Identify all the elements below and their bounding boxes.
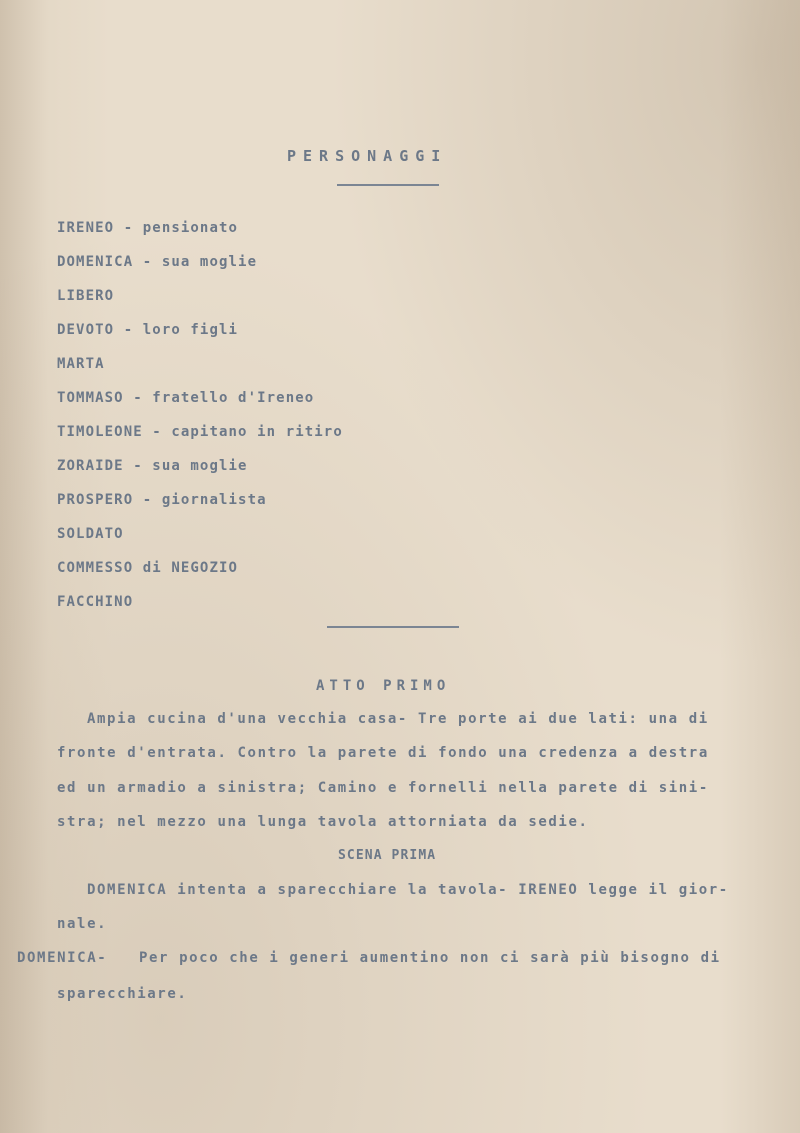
act-title: ATTO PRIMO [316,678,451,694]
section-divider [327,626,459,628]
description-line: ed un armadio a sinistra; Camino e fornelli nella parete di sini- [57,780,709,796]
cast-item: SOLDATO [57,526,124,542]
dialogue-line: Per poco che i generi aumentino non ci sarà più bisogno di [139,950,721,966]
stage-direction-line: nale. [57,916,108,932]
cast-item: PROSPERO - giornalista [57,492,267,508]
heading-underline [337,184,439,186]
dialogue-speaker: DOMENICA- [17,950,108,966]
description-line: fronte d'entrata. Contro la parete di fondo una credenza a destra [57,745,709,761]
cast-item: LIBERO [57,288,115,304]
cast-item: FACCHINO [57,594,134,610]
cast-item: DEVOTO - loro figli [57,322,239,338]
cast-item: IRENEO - pensionato [57,220,239,236]
cast-item: DOMENICA - sua moglie [57,254,258,270]
dialogue-line: sparecchiare. [57,986,188,1002]
scene-title: SCENA PRIMA [338,848,437,863]
cast-item: MARTA [57,356,105,372]
cast-item: TOMMASO - fratello d'Ireneo [57,390,315,406]
cast-item: TIMOLEONE - capitano in ritiro [57,424,343,440]
cast-heading: PERSONAGGI [287,147,448,165]
stage-direction-line: DOMENICA intenta a sparecchiare la tavola- IRENEO legge il gior- [87,882,729,898]
description-line: Ampia cucina d'una vecchia casa- Tre porte ai due lati: una di [87,711,709,727]
cast-item: ZORAIDE - sua moglie [57,458,248,474]
cast-item: COMMESSO di NEGOZIO [57,560,239,576]
description-line: stra; nel mezzo una lunga tavola attorniata da sedie. [57,814,589,830]
